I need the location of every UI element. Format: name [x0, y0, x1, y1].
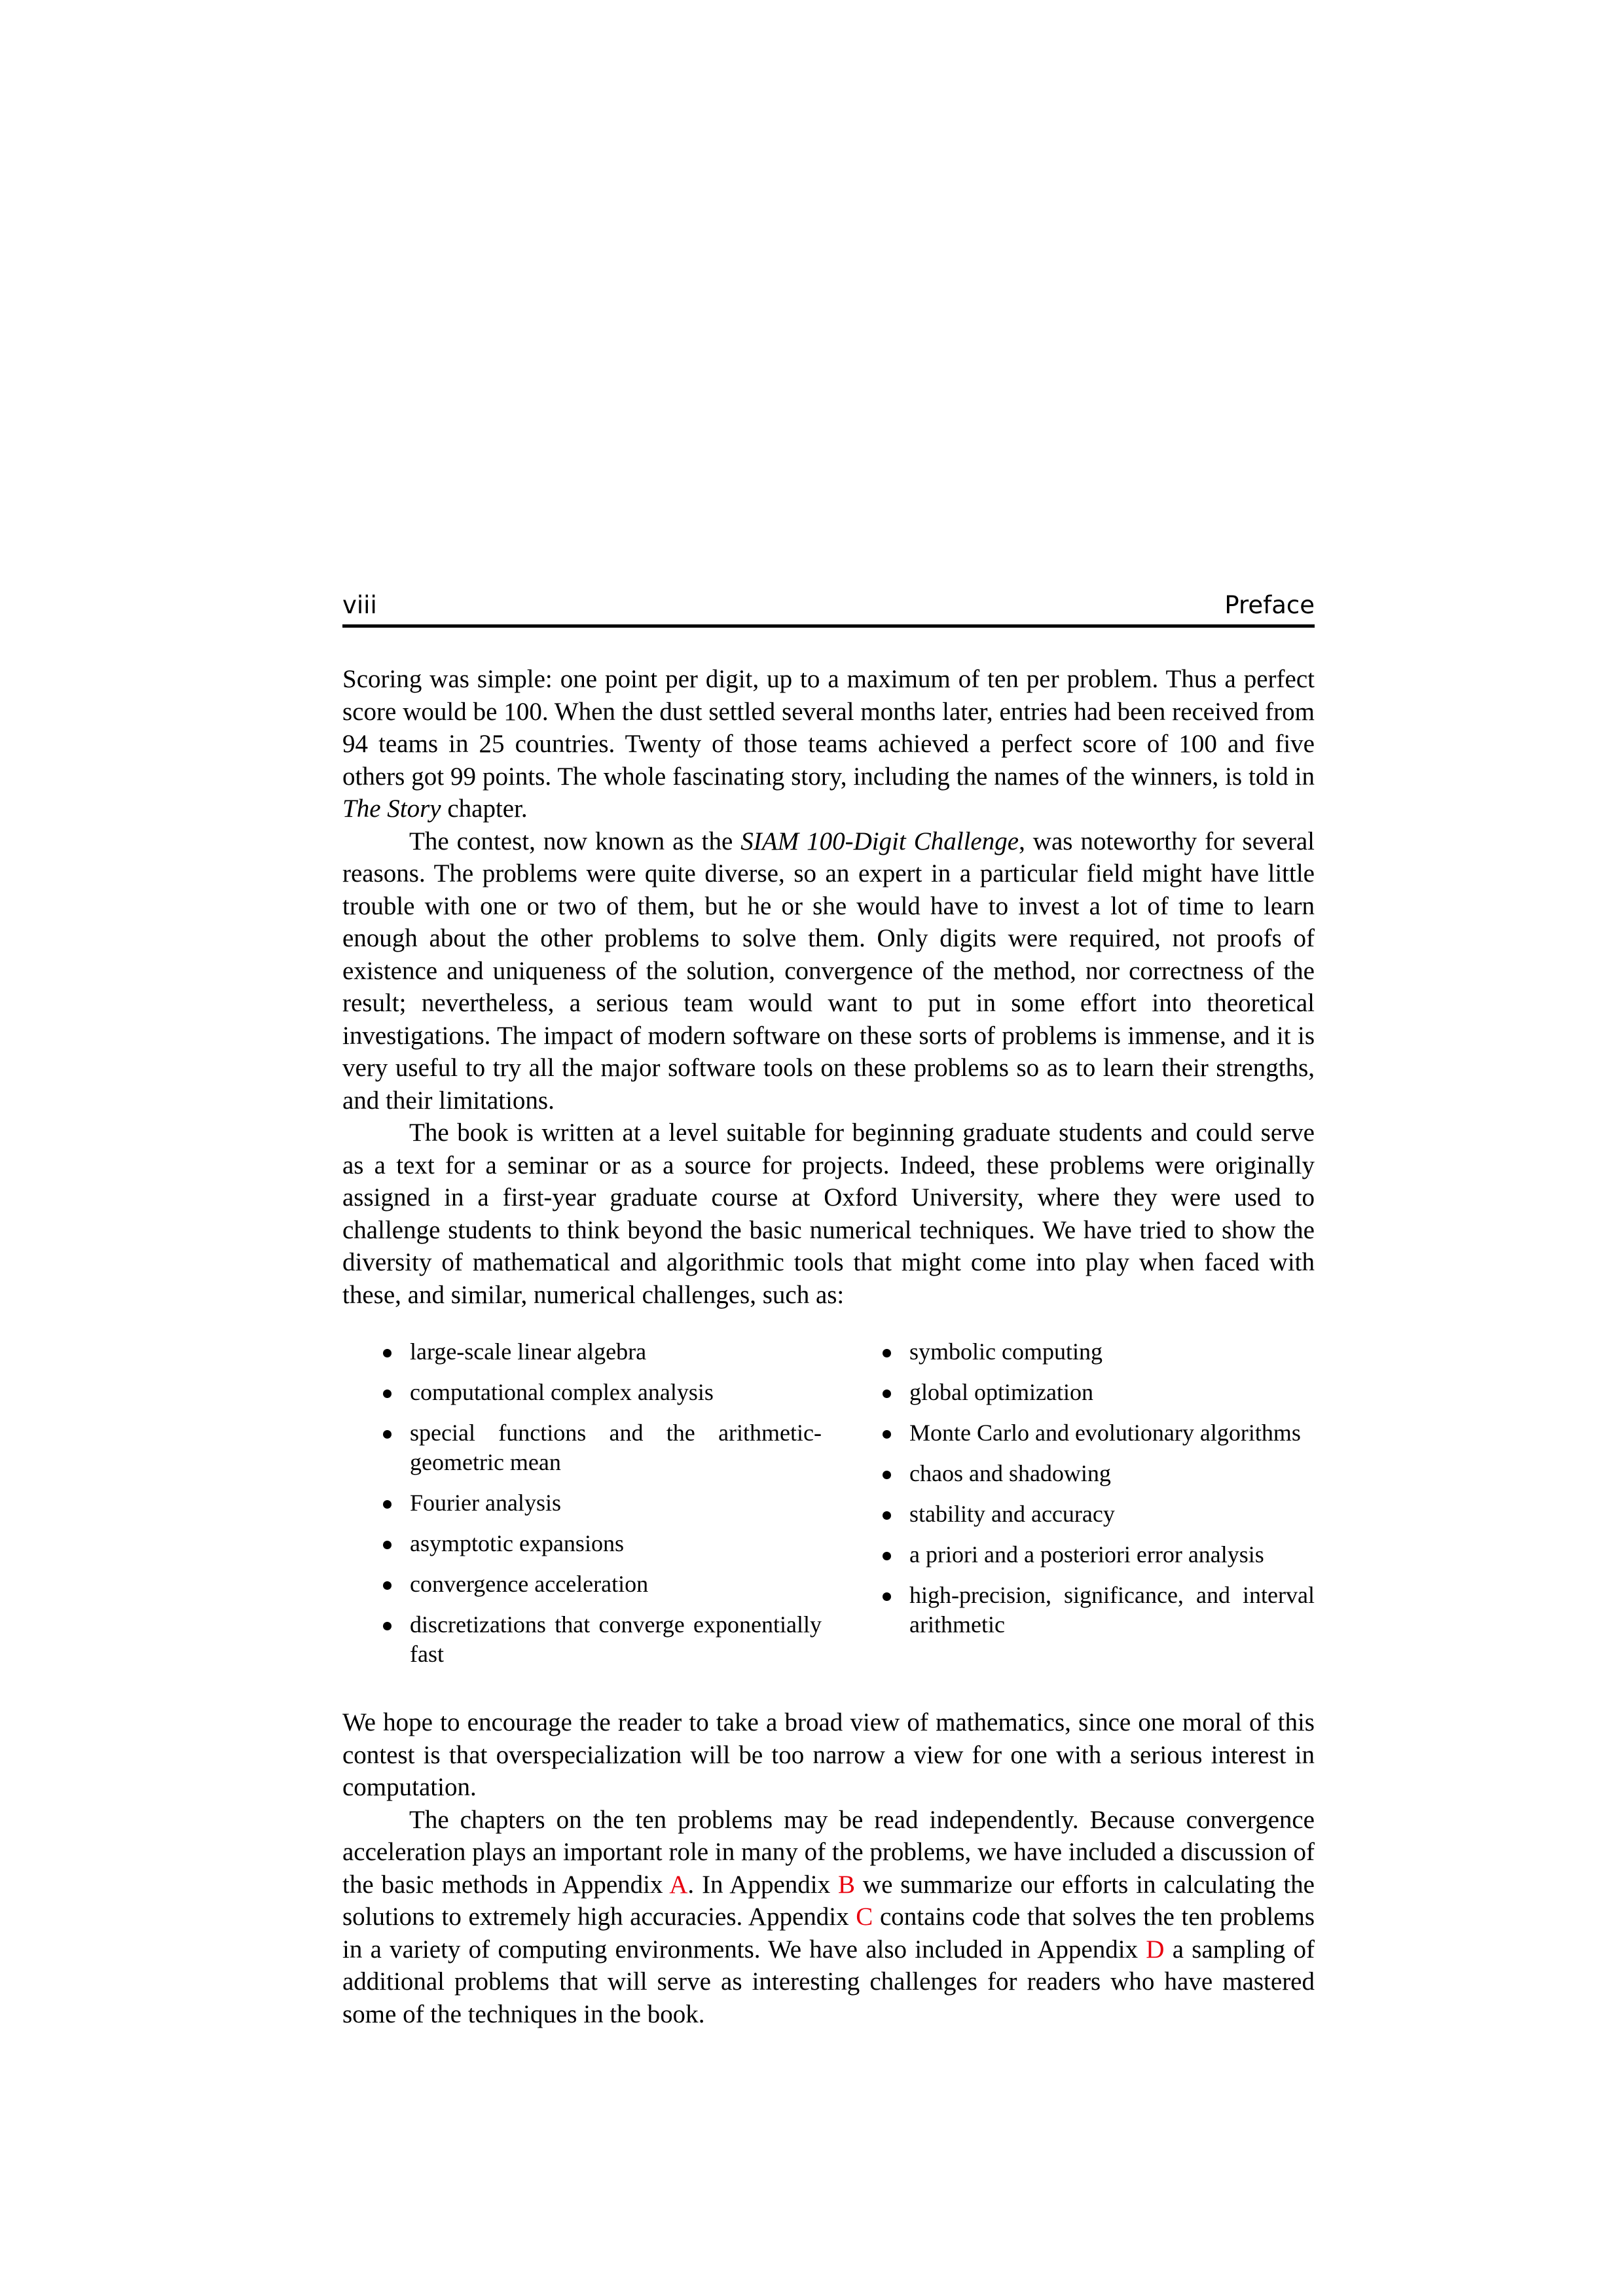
topic-lists — [342, 1337, 1315, 1680]
paragraph-broad-view: We hope to encourage the reader to take a broad view of mathematics, since one moral of this contest is that overspecialization will be too narrow a view for one with a serious interest in computation. — [342, 1708, 1315, 1801]
page-body — [342, 663, 1315, 2030]
list-item: special functions and the arithmetic-geometric mean — [383, 1418, 822, 1477]
italic-text: The Story — [342, 795, 441, 823]
list-item: symbolic computing — [883, 1337, 1315, 1367]
list-item: discretizations that converge exponentially fast — [383, 1610, 822, 1669]
running-title: Preface — [1224, 591, 1315, 619]
text: chapter. — [441, 795, 528, 823]
italic-text: SIAM 100-Digit Challenge — [740, 827, 1019, 855]
list-item: stability and accuracy — [883, 1499, 1315, 1529]
appendix-d-link[interactable]: D — [1146, 1935, 1165, 1964]
text: we summarize our efforts in calculating the solutions to extremely high accuracies. Appendix — [342, 1870, 1315, 1931]
page-number: viii — [342, 591, 377, 619]
appendix-b-link[interactable]: B — [838, 1870, 856, 1899]
list-item: Fourier analysis — [383, 1488, 822, 1518]
appendix-a-link[interactable]: A — [669, 1870, 688, 1899]
text: . In Appendix — [687, 1870, 838, 1899]
text: The contest, now known as the — [409, 827, 741, 855]
appendix-c-link[interactable]: C — [856, 1903, 873, 1931]
text: The chapters on the ten problems may be read independently. Because convergence acceleration plays an important role in many of the problems, we have included a discussion of the basic methods in Appendix — [342, 1805, 1315, 1899]
list-item: large-scale linear algebra — [383, 1337, 822, 1367]
list-item: high-precision, significance, and interval arithmetic — [883, 1581, 1315, 1640]
list-item: convergence acceleration — [383, 1570, 822, 1599]
list-item: global optimization — [883, 1378, 1315, 1407]
list-item: Monte Carlo and evolutionary algorithms — [883, 1418, 1315, 1448]
list-item: computational complex analysis — [383, 1378, 822, 1407]
list-item: asymptotic expansions — [383, 1529, 822, 1558]
paragraph-level: The book is written at a level suitable for beginning graduate students and could serve as a text for a seminar or as a source for projects. Indeed, these problems were originally assigned in a first-year graduate course at Oxford University, where they were used to challenge students to think beyond the basic numerical techniques. We have tried to show the diversity of mathematical and algorithmic tools that might come into play when faced with these, and similar, numerical challenges, such as: — [342, 1119, 1315, 1309]
paragraph-chapters — [342, 1804, 1315, 2031]
text: a sampling of additional problems that will serve as interesting challenges for readers who have mastered some of the techniques in the book. — [342, 1935, 1315, 2028]
topic-list-left — [383, 1337, 822, 1680]
text: Scoring was simple: one point per digit, up to a maximum of ten per problem. Thus a perfect score would be 100. When the dust settled several months later, entries had been received from 94 teams in 25 countries. Twenty of those teams achieved a perfect score of 100 and five others got 99 points. The whole fascinating story, including the names of the winners, is told in — [342, 665, 1315, 791]
running-header — [342, 590, 1315, 628]
topic-list-right — [883, 1337, 1315, 1680]
text: , was noteworthy for several reasons. The problems were quite diverse, so an expert in a particular field might have little trouble with one or two of them, but he or she would have to invest a lot of time to learn enough about the other problems to solve them. Only digits were required, not proofs of existence and uniqueness of the solution, convergence of the method, nor correctness of the result; nevertheless, a serious team would want to put in some effort into theoretical investigations. The impact of modern software on these sorts of problems is immense, and it is very useful to try all the major software tools on these problems so as to learn their strengths, and their limitations. — [342, 827, 1315, 1115]
list-item: a priori and a posteriori error analysis — [883, 1540, 1315, 1570]
list-item: chaos and shadowing — [883, 1459, 1315, 1488]
text: contains code that solves the ten problems in a variety of computing environments. We have also included in Appendix — [342, 1903, 1315, 1964]
paragraph-scoring — [342, 663, 1315, 825]
paragraph-contest — [342, 825, 1315, 1117]
